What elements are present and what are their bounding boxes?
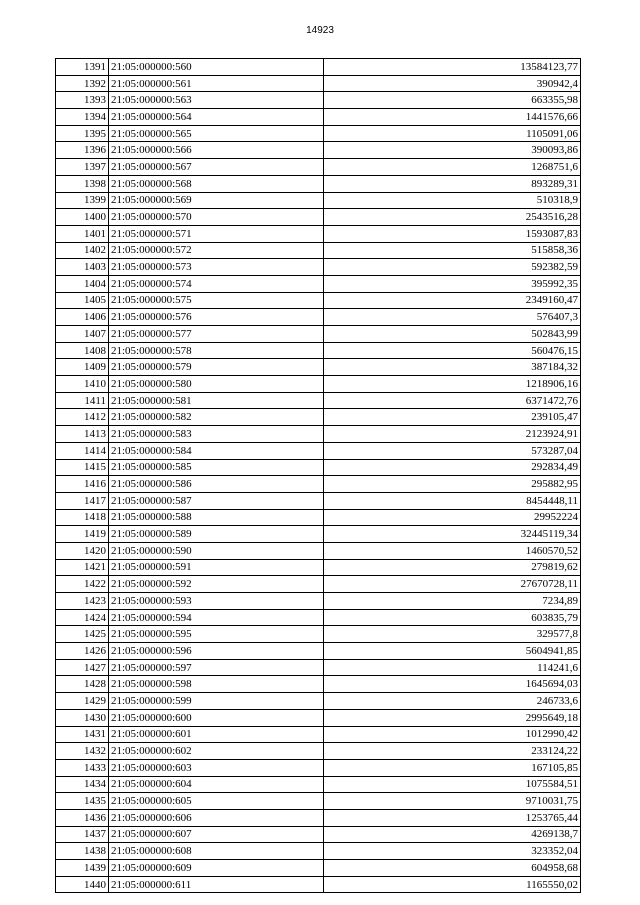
row-number-cell: 1439 — [56, 860, 109, 877]
table-row — [56, 376, 581, 393]
cadastral-number-cell: 21:05:000000:576 — [109, 309, 324, 326]
table-row — [56, 576, 581, 593]
cadastral-value-cell: 1645694,03 — [324, 676, 581, 693]
row-number-cell: 1430 — [56, 709, 109, 726]
cadastral-value-cell: 1105091,06 — [324, 125, 581, 142]
row-number-cell: 1438 — [56, 843, 109, 860]
cadastral-number-cell: 21:05:000000:606 — [109, 809, 324, 826]
cadastral-number-cell: 21:05:000000:577 — [109, 326, 324, 343]
cadastral-number-cell: 21:05:000000:565 — [109, 125, 324, 142]
row-number-cell: 1409 — [56, 359, 109, 376]
cadastral-value-cell: 603835,79 — [324, 609, 581, 626]
table-row — [56, 626, 581, 643]
cadastral-number-cell: 21:05:000000:569 — [109, 192, 324, 209]
row-number-cell: 1413 — [56, 426, 109, 443]
table-row — [56, 559, 581, 576]
row-number-cell: 1416 — [56, 476, 109, 493]
table-row — [56, 492, 581, 509]
table-row — [56, 809, 581, 826]
table-row — [56, 125, 581, 142]
cadastral-value-cell: 32445119,34 — [324, 526, 581, 543]
table-row — [56, 275, 581, 292]
cadastral-value-cell: 576407,3 — [324, 309, 581, 326]
table-row — [56, 342, 581, 359]
row-number-cell: 1421 — [56, 559, 109, 576]
row-number-cell: 1434 — [56, 776, 109, 793]
cadastral-number-cell: 21:05:000000:602 — [109, 743, 324, 760]
cadastral-number-cell: 21:05:000000:587 — [109, 492, 324, 509]
table-row — [56, 175, 581, 192]
table-row — [56, 476, 581, 493]
cadastral-number-cell: 21:05:000000:601 — [109, 726, 324, 743]
table-row — [56, 876, 581, 893]
row-number-cell: 1427 — [56, 659, 109, 676]
row-number-cell: 1406 — [56, 309, 109, 326]
table-row — [56, 693, 581, 710]
cadastral-number-cell: 21:05:000000:566 — [109, 142, 324, 159]
cadastral-number-cell: 21:05:000000:595 — [109, 626, 324, 643]
cadastral-value-cell: 1593087,83 — [324, 225, 581, 242]
table-row — [56, 159, 581, 176]
cadastral-number-cell: 21:05:000000:563 — [109, 92, 324, 109]
cadastral-number-cell: 21:05:000000:603 — [109, 759, 324, 776]
table-row — [56, 225, 581, 242]
table-row — [56, 509, 581, 526]
row-number-cell: 1397 — [56, 159, 109, 176]
cadastral-value-cell: 1253765,44 — [324, 809, 581, 826]
table-row — [56, 309, 581, 326]
row-number-cell: 1424 — [56, 609, 109, 626]
row-number-cell: 1395 — [56, 125, 109, 142]
row-number-cell: 1412 — [56, 409, 109, 426]
table-row — [56, 860, 581, 877]
table-row — [56, 242, 581, 259]
cadastral-number-cell: 21:05:000000:581 — [109, 392, 324, 409]
table-row — [56, 542, 581, 559]
cadastral-number-cell: 21:05:000000:600 — [109, 709, 324, 726]
row-number-cell: 1440 — [56, 876, 109, 893]
table-row — [56, 59, 581, 76]
table-row — [56, 526, 581, 543]
row-number-cell: 1432 — [56, 743, 109, 760]
table-row — [56, 142, 581, 159]
table-row — [56, 259, 581, 276]
cadastral-number-cell: 21:05:000000:579 — [109, 359, 324, 376]
cadastral-value-cell: 893289,31 — [324, 175, 581, 192]
cadastral-number-cell: 21:05:000000:573 — [109, 259, 324, 276]
table-row — [56, 826, 581, 843]
table-body — [56, 59, 581, 893]
cadastral-number-cell: 21:05:000000:589 — [109, 526, 324, 543]
cadastral-value-cell: 5604941,85 — [324, 643, 581, 660]
table-row — [56, 759, 581, 776]
row-number-cell: 1410 — [56, 376, 109, 393]
table-row — [56, 709, 581, 726]
row-number-cell: 1418 — [56, 509, 109, 526]
row-number-cell: 1411 — [56, 392, 109, 409]
table-row — [56, 192, 581, 209]
table-row — [56, 109, 581, 126]
cadastral-number-cell: 21:05:000000:592 — [109, 576, 324, 593]
table-row — [56, 593, 581, 610]
cadastral-number-cell: 21:05:000000:574 — [109, 275, 324, 292]
cadastral-value-cell: 1165550,02 — [324, 876, 581, 893]
table-row — [56, 743, 581, 760]
cadastral-number-cell: 21:05:000000:568 — [109, 175, 324, 192]
row-number-cell: 1429 — [56, 693, 109, 710]
table-row — [56, 609, 581, 626]
row-number-cell: 1402 — [56, 242, 109, 259]
row-number-cell: 1423 — [56, 593, 109, 610]
cadastral-value-cell: 246733,6 — [324, 693, 581, 710]
table-row — [56, 442, 581, 459]
table-row — [56, 392, 581, 409]
row-number-cell: 1417 — [56, 492, 109, 509]
table-row — [56, 92, 581, 109]
row-number-cell: 1414 — [56, 442, 109, 459]
row-number-cell: 1436 — [56, 809, 109, 826]
cadastral-value-cell: 295882,95 — [324, 476, 581, 493]
cadastral-value-cell: 29952224 — [324, 509, 581, 526]
row-number-cell: 1422 — [56, 576, 109, 593]
cadastral-value-cell: 573287,04 — [324, 442, 581, 459]
cadastral-value-cell: 7234,89 — [324, 593, 581, 610]
page-number: 14923 — [306, 25, 334, 36]
cadastral-value-cell: 1218906,16 — [324, 376, 581, 393]
cadastral-number-cell: 21:05:000000:594 — [109, 609, 324, 626]
cadastral-value-cell: 114241,6 — [324, 659, 581, 676]
cadastral-value-cell: 1441576,66 — [324, 109, 581, 126]
cadastral-number-cell: 21:05:000000:583 — [109, 426, 324, 443]
table-row — [56, 75, 581, 92]
cadastral-number-cell: 21:05:000000:605 — [109, 793, 324, 810]
table-row — [56, 843, 581, 860]
cadastral-value-cell: 510318,9 — [324, 192, 581, 209]
row-number-cell: 1405 — [56, 292, 109, 309]
cadastral-value-cell: 233124,22 — [324, 743, 581, 760]
row-number-cell: 1407 — [56, 326, 109, 343]
table-row — [56, 292, 581, 309]
cadastral-number-cell: 21:05:000000:598 — [109, 676, 324, 693]
row-number-cell: 1399 — [56, 192, 109, 209]
cadastral-number-cell: 21:05:000000:593 — [109, 593, 324, 610]
cadastral-value-cell: 329577,8 — [324, 626, 581, 643]
table-row — [56, 359, 581, 376]
row-number-cell: 1393 — [56, 92, 109, 109]
row-number-cell: 1419 — [56, 526, 109, 543]
cadastral-value-cell: 604958,68 — [324, 860, 581, 877]
row-number-cell: 1437 — [56, 826, 109, 843]
cadastral-value-cell: 292834,49 — [324, 459, 581, 476]
cadastral-number-cell: 21:05:000000:575 — [109, 292, 324, 309]
row-number-cell: 1425 — [56, 626, 109, 643]
cadastral-number-cell: 21:05:000000:599 — [109, 693, 324, 710]
table-row — [56, 793, 581, 810]
cadastral-number-cell: 21:05:000000:578 — [109, 342, 324, 359]
row-number-cell: 1435 — [56, 793, 109, 810]
cadastral-number-cell: 21:05:000000:611 — [109, 876, 324, 893]
cadastral-value-cell: 6371472,76 — [324, 392, 581, 409]
cadastral-number-cell: 21:05:000000:564 — [109, 109, 324, 126]
cadastral-number-cell: 21:05:000000:585 — [109, 459, 324, 476]
cadastral-value-table — [55, 58, 581, 893]
cadastral-value-cell: 502843,99 — [324, 326, 581, 343]
cadastral-value-cell: 592382,59 — [324, 259, 581, 276]
table-row — [56, 426, 581, 443]
cadastral-number-cell: 21:05:000000:586 — [109, 476, 324, 493]
cadastral-number-cell: 21:05:000000:588 — [109, 509, 324, 526]
row-number-cell: 1401 — [56, 225, 109, 242]
row-number-cell: 1400 — [56, 209, 109, 226]
cadastral-value-cell: 2123924,91 — [324, 426, 581, 443]
cadastral-number-cell: 21:05:000000:567 — [109, 159, 324, 176]
row-number-cell: 1398 — [56, 175, 109, 192]
cadastral-number-cell: 21:05:000000:572 — [109, 242, 324, 259]
row-number-cell: 1391 — [56, 59, 109, 76]
cadastral-number-cell: 21:05:000000:597 — [109, 659, 324, 676]
cadastral-number-cell: 21:05:000000:560 — [109, 59, 324, 76]
cadastral-number-cell: 21:05:000000:591 — [109, 559, 324, 576]
cadastral-value-cell: 663355,98 — [324, 92, 581, 109]
cadastral-value-cell: 4269138,7 — [324, 826, 581, 843]
cadastral-number-cell: 21:05:000000:608 — [109, 843, 324, 860]
cadastral-value-cell: 395992,35 — [324, 275, 581, 292]
table-row — [56, 459, 581, 476]
cadastral-value-cell: 2349160,47 — [324, 292, 581, 309]
row-number-cell: 1433 — [56, 759, 109, 776]
row-number-cell: 1428 — [56, 676, 109, 693]
table-row — [56, 659, 581, 676]
row-number-cell: 1408 — [56, 342, 109, 359]
cadastral-value-cell: 279819,62 — [324, 559, 581, 576]
table-row — [56, 676, 581, 693]
cadastral-number-cell: 21:05:000000:590 — [109, 542, 324, 559]
cadastral-value-cell: 13584123,77 — [324, 59, 581, 76]
cadastral-value-cell: 8454448,11 — [324, 492, 581, 509]
cadastral-number-cell: 21:05:000000:604 — [109, 776, 324, 793]
cadastral-number-cell: 21:05:000000:607 — [109, 826, 324, 843]
row-number-cell: 1420 — [56, 542, 109, 559]
cadastral-number-cell: 21:05:000000:584 — [109, 442, 324, 459]
cadastral-value-cell: 515858,36 — [324, 242, 581, 259]
cadastral-value-cell: 387184,32 — [324, 359, 581, 376]
cadastral-value-cell: 1460570,52 — [324, 542, 581, 559]
row-number-cell: 1396 — [56, 142, 109, 159]
cadastral-value-cell: 1075584,51 — [324, 776, 581, 793]
table-row — [56, 209, 581, 226]
cadastral-number-cell: 21:05:000000:609 — [109, 860, 324, 877]
cadastral-number-cell: 21:05:000000:571 — [109, 225, 324, 242]
table-row — [56, 326, 581, 343]
cadastral-value-cell: 239105,47 — [324, 409, 581, 426]
row-number-cell: 1394 — [56, 109, 109, 126]
cadastral-value-cell: 2995649,18 — [324, 709, 581, 726]
cadastral-value-cell: 1268751,6 — [324, 159, 581, 176]
cadastral-value-cell: 2543516,28 — [324, 209, 581, 226]
table-row — [56, 409, 581, 426]
row-number-cell: 1392 — [56, 75, 109, 92]
cadastral-number-cell: 21:05:000000:561 — [109, 75, 324, 92]
cadastral-value-cell: 27670728,11 — [324, 576, 581, 593]
table-row — [56, 726, 581, 743]
row-number-cell: 1404 — [56, 275, 109, 292]
cadastral-number-cell: 21:05:000000:570 — [109, 209, 324, 226]
cadastral-value-cell: 167105,85 — [324, 759, 581, 776]
cadastral-value-cell: 9710031,75 — [324, 793, 581, 810]
cadastral-value-cell: 390942,4 — [324, 75, 581, 92]
cadastral-value-cell: 560476,15 — [324, 342, 581, 359]
row-number-cell: 1415 — [56, 459, 109, 476]
cadastral-number-cell: 21:05:000000:580 — [109, 376, 324, 393]
row-number-cell: 1426 — [56, 643, 109, 660]
cadastral-number-cell: 21:05:000000:596 — [109, 643, 324, 660]
row-number-cell: 1403 — [56, 259, 109, 276]
cadastral-value-cell: 390093,86 — [324, 142, 581, 159]
table-row — [56, 776, 581, 793]
cadastral-number-cell: 21:05:000000:582 — [109, 409, 324, 426]
cadastral-value-cell: 1012990,42 — [324, 726, 581, 743]
row-number-cell: 1431 — [56, 726, 109, 743]
cadastral-value-cell: 323352,04 — [324, 843, 581, 860]
table-row — [56, 643, 581, 660]
